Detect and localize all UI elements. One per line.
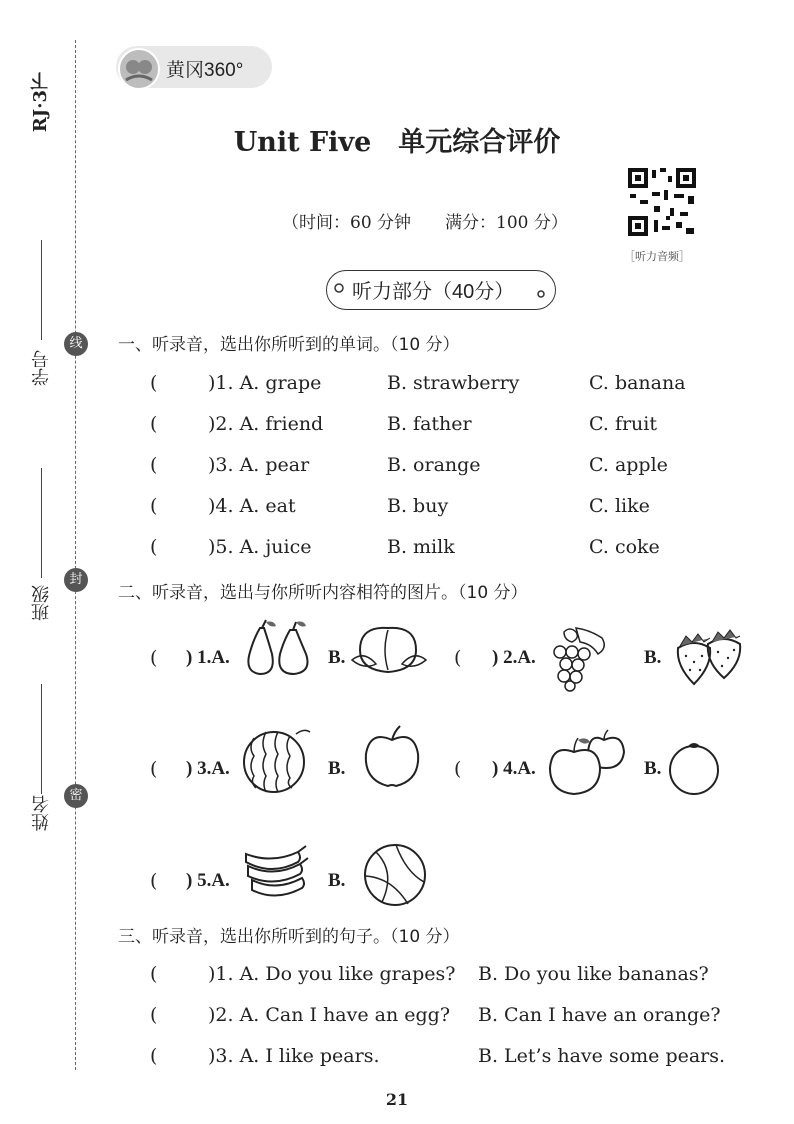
option-a: )3. A. I like pears. <box>208 1045 380 1067</box>
option-a: )3. A. pear <box>208 454 310 476</box>
banji-label: 班级 <box>31 585 51 621</box>
answer-blank[interactable]: ( <box>150 372 158 394</box>
answer-blank[interactable]: ( <box>150 454 158 476</box>
xingming-label: 姓名 <box>31 795 51 831</box>
option-c: C. banana <box>589 372 686 394</box>
option-a: )2. A. Can I have an egg? <box>208 1004 451 1026</box>
qr-code-icon[interactable] <box>626 166 698 238</box>
strawberries-icon[interactable] <box>672 626 748 688</box>
page-number: 21 <box>385 1090 409 1109</box>
answer-blank[interactable]: ( <box>150 647 158 669</box>
watermelon-icon[interactable] <box>240 724 312 794</box>
item-label: ) 3.A. <box>186 758 230 779</box>
option-a: )1. A. grape <box>208 372 322 394</box>
apple-icon[interactable] <box>360 724 424 790</box>
mark-feng: 封 <box>64 568 88 592</box>
option-a: )1. A. Do you like grapes? <box>208 963 456 985</box>
item-label: ) 1.A. <box>186 647 230 668</box>
time-score-info: （时间：60 分钟 满分：100 分） <box>282 213 568 233</box>
answer-blank[interactable]: ( <box>150 1045 158 1067</box>
brand-badge <box>116 46 272 88</box>
option-c: C. apple <box>589 454 668 476</box>
orange-icon[interactable] <box>666 738 722 796</box>
item-label: B. <box>644 647 662 668</box>
item-label: ) 2.A. <box>492 647 536 668</box>
binding-line <box>75 40 76 1070</box>
option-a: )2. A. friend <box>208 413 324 435</box>
page-title: Unit Five 单元综合评价 <box>233 127 561 158</box>
mark-mi: 密 <box>64 784 88 808</box>
listening-section-title: 听力部分（40分） <box>352 281 515 303</box>
mark-xian: 线 <box>64 332 88 356</box>
apples-icon[interactable] <box>546 728 626 796</box>
item-label: ) 4.A. <box>492 758 536 779</box>
answer-blank[interactable]: ( <box>150 495 158 517</box>
qr-label: ［听力音频］ <box>624 250 690 263</box>
answer-blank[interactable]: ( <box>150 413 158 435</box>
option-b: B. Let’s have some pears. <box>478 1045 726 1067</box>
option-b: B. orange <box>387 454 481 476</box>
brand-logo-icon <box>118 48 160 90</box>
item-label: B. <box>328 758 346 779</box>
grapes-icon[interactable] <box>546 624 616 692</box>
part3-heading: 三、听录音，选出你所听到的句子。（10 分） <box>118 927 460 947</box>
option-c: C. fruit <box>589 413 658 435</box>
xingming-blank <box>41 684 42 794</box>
option-b: B. Do you like bananas? <box>478 963 709 985</box>
answer-blank[interactable]: ( <box>150 536 158 558</box>
option-b: B. Can I have an orange? <box>478 1004 721 1026</box>
option-c: C. coke <box>589 536 660 558</box>
answer-blank[interactable]: ( <box>150 870 158 892</box>
item-label: B. <box>328 647 346 668</box>
option-a: )4. A. eat <box>208 495 296 517</box>
option-c: C. like <box>589 495 650 517</box>
grade-code: RJ·3下 <box>30 72 51 133</box>
ball-icon[interactable] <box>362 842 428 908</box>
answer-blank[interactable]: ( <box>150 758 158 780</box>
option-b: B. buy <box>387 495 449 517</box>
banji-blank <box>41 468 42 578</box>
answer-blank[interactable]: ( <box>150 963 158 985</box>
part1-heading: 一、听录音，选出你所听到的单词。（10 分） <box>118 335 460 355</box>
xuehao-blank <box>41 240 42 340</box>
brand-name: 黄冈360° <box>166 60 244 81</box>
option-a: )5. A. juice <box>208 536 312 558</box>
item-label: B. <box>328 870 346 891</box>
xuehao-label: 学号 <box>31 350 51 386</box>
part2-heading: 二、听录音，选出与你所听内容相符的图片。（10 分） <box>118 583 528 603</box>
item-label: ) 5.A. <box>186 870 230 891</box>
bananas-icon[interactable] <box>242 844 310 902</box>
pears-icon[interactable] <box>240 618 320 678</box>
answer-blank[interactable]: ( <box>150 1004 158 1026</box>
answer-blank[interactable]: ( <box>454 647 462 669</box>
option-b: B. father <box>387 413 472 435</box>
answer-blank[interactable]: ( <box>454 758 462 780</box>
option-b: B. milk <box>387 536 455 558</box>
option-b: B. strawberry <box>387 372 520 394</box>
item-label: B. <box>644 758 662 779</box>
peach-icon[interactable] <box>350 620 428 676</box>
